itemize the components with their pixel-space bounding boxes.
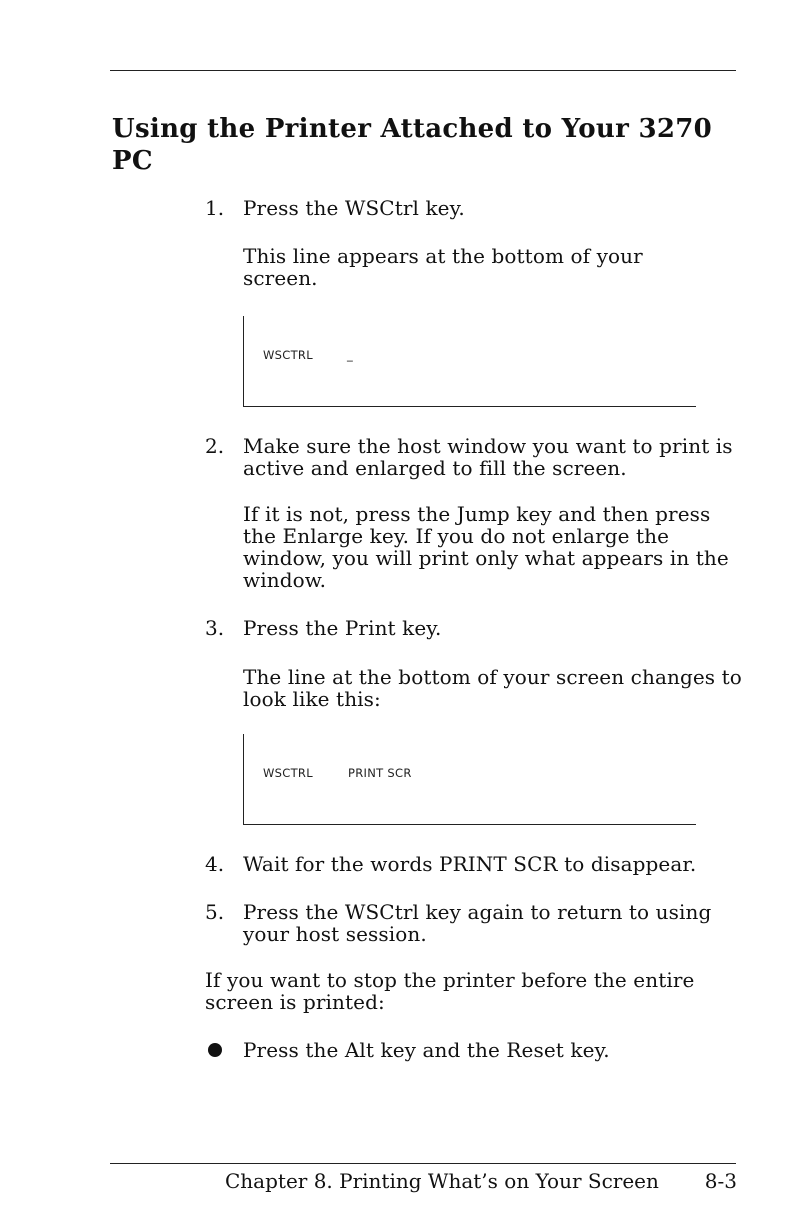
footer-rule: [110, 1163, 736, 1164]
step-2-number: 2.: [205, 434, 225, 458]
page-title: Using the Printer Attached to Your 3270 PC: [112, 114, 713, 176]
step-2-note: If it is not, press the Jump key and then press the Enlarge key. If you do not enlarge the window, you will print only what appears in the window.: [243, 502, 729, 592]
screen-status-line-1: [243, 316, 696, 407]
wsctrl-indicator: WSCTRL: [263, 348, 313, 362]
print-scr-indicator: PRINT SCR: [348, 766, 412, 780]
step-1-text: Press the WSCtrl key.: [243, 196, 465, 220]
step-5-number: 5.: [205, 900, 225, 924]
footer-chapter: Chapter 8. Printing What’s on Your Screen: [225, 1169, 659, 1193]
step-3-note: The line at the bottom of your screen changes to look like this:: [243, 665, 742, 711]
step-4-number: 4.: [205, 852, 225, 876]
wsctrl-indicator: WSCTRL: [263, 766, 313, 780]
step-1-number: 1.: [205, 196, 225, 220]
screen-status-line-2: [243, 734, 696, 825]
footer: [225, 1170, 737, 1192]
step-4-text: Wait for the words PRINT SCR to disappear.: [243, 852, 697, 876]
step-1-note: This line appears at the bottom of your screen.: [243, 244, 643, 290]
stop-printer-intro: If you want to stop the printer before the entire screen is printed:: [205, 968, 695, 1014]
step-2-text: Make sure the host window you want to print is active and enlarged to fill the screen.: [243, 434, 733, 480]
bullet-icon: [208, 1043, 222, 1057]
header-rule: [110, 70, 736, 71]
step-3-number: 3.: [205, 616, 225, 640]
step-3-text: Press the Print key.: [243, 616, 442, 640]
cursor-mark: _: [347, 348, 354, 362]
step-5-text: Press the WSCtrl key again to return to using your host session.: [243, 900, 712, 946]
page-number: 8-3: [704, 1169, 737, 1193]
bullet-text: Press the Alt key and the Reset key.: [243, 1038, 610, 1062]
